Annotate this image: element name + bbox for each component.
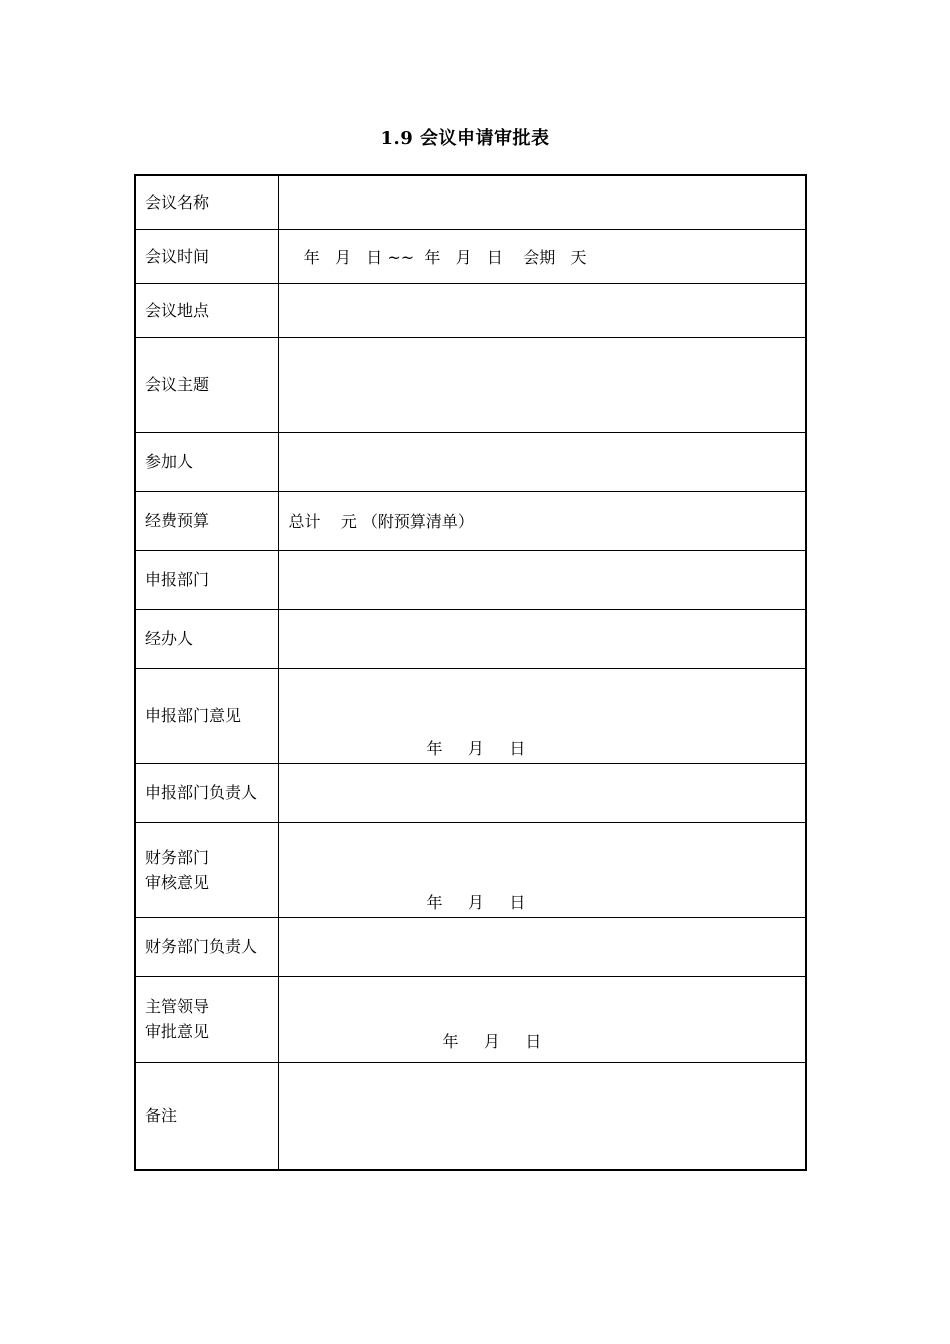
- date-line: 年 月 日: [426, 892, 526, 912]
- field-department-opinion[interactable]: [278, 668, 806, 763]
- label-leader-opinion: [135, 976, 278, 1062]
- row-meeting-location: [135, 283, 806, 337]
- label-meeting-topic: 会议主题: [135, 337, 278, 432]
- date-line: 年 月 日: [442, 1031, 542, 1051]
- row-leader-opinion: [135, 976, 806, 1062]
- label-remarks: 备注: [135, 1062, 278, 1170]
- field-budget[interactable]: [278, 491, 806, 550]
- label-budget: 经费预算: [135, 491, 278, 550]
- row-department-opinion: [135, 668, 806, 763]
- date-line: 年 月 日: [426, 738, 526, 758]
- row-attendees: [135, 432, 806, 491]
- page-title: 1.9 会议申请审批表: [380, 128, 550, 149]
- row-meeting-time: [135, 229, 806, 283]
- label-handler: 经办人: [135, 609, 278, 668]
- row-handler: [135, 609, 806, 668]
- row-finance-head: [135, 917, 806, 976]
- row-meeting-name: [135, 175, 806, 229]
- label-department-opinion: 申报部门意见: [135, 668, 278, 763]
- label-attendees: 参加人: [135, 432, 278, 491]
- label-meeting-location: 会议地点: [135, 283, 278, 337]
- field-department-head[interactable]: [278, 763, 806, 822]
- row-finance-opinion: [135, 822, 806, 917]
- field-applying-department[interactable]: [278, 550, 806, 609]
- field-attendees[interactable]: [278, 432, 806, 491]
- label-department-head: 申报部门负责人: [135, 763, 278, 822]
- field-meeting-time[interactable]: [278, 229, 806, 283]
- row-remarks: [135, 1062, 806, 1170]
- row-budget: [135, 491, 806, 550]
- row-meeting-topic: [135, 337, 806, 432]
- label-line: 财务部门: [145, 847, 210, 867]
- label-line: 审批意见: [145, 1022, 210, 1041]
- label-meeting-name: 会议名称: [135, 175, 278, 229]
- field-meeting-location[interactable]: [278, 283, 806, 337]
- label-finance-opinion: [135, 822, 278, 917]
- row-applying-department: [135, 550, 806, 609]
- field-meeting-topic[interactable]: [278, 337, 806, 432]
- field-remarks[interactable]: [278, 1062, 806, 1170]
- meeting-time-template: 年 月 日 ~~ 年 月 日 会期 天: [288, 247, 587, 267]
- row-department-head: [135, 763, 806, 822]
- budget-template: 总计 元 （附预算清单）: [288, 512, 474, 531]
- label-line: 审核意见: [145, 872, 210, 892]
- field-handler[interactable]: [278, 609, 806, 668]
- field-meeting-name[interactable]: [278, 175, 806, 229]
- label-meeting-time: 会议时间: [135, 229, 278, 283]
- label-applying-department: 申报部门: [135, 550, 278, 609]
- field-leader-opinion[interactable]: [278, 976, 806, 1062]
- field-finance-opinion[interactable]: [278, 822, 806, 917]
- field-finance-head[interactable]: [278, 917, 806, 976]
- label-line: 主管领导: [145, 997, 210, 1016]
- meeting-application-form: [134, 174, 807, 1171]
- label-finance-head: 财务部门负责人: [135, 917, 278, 976]
